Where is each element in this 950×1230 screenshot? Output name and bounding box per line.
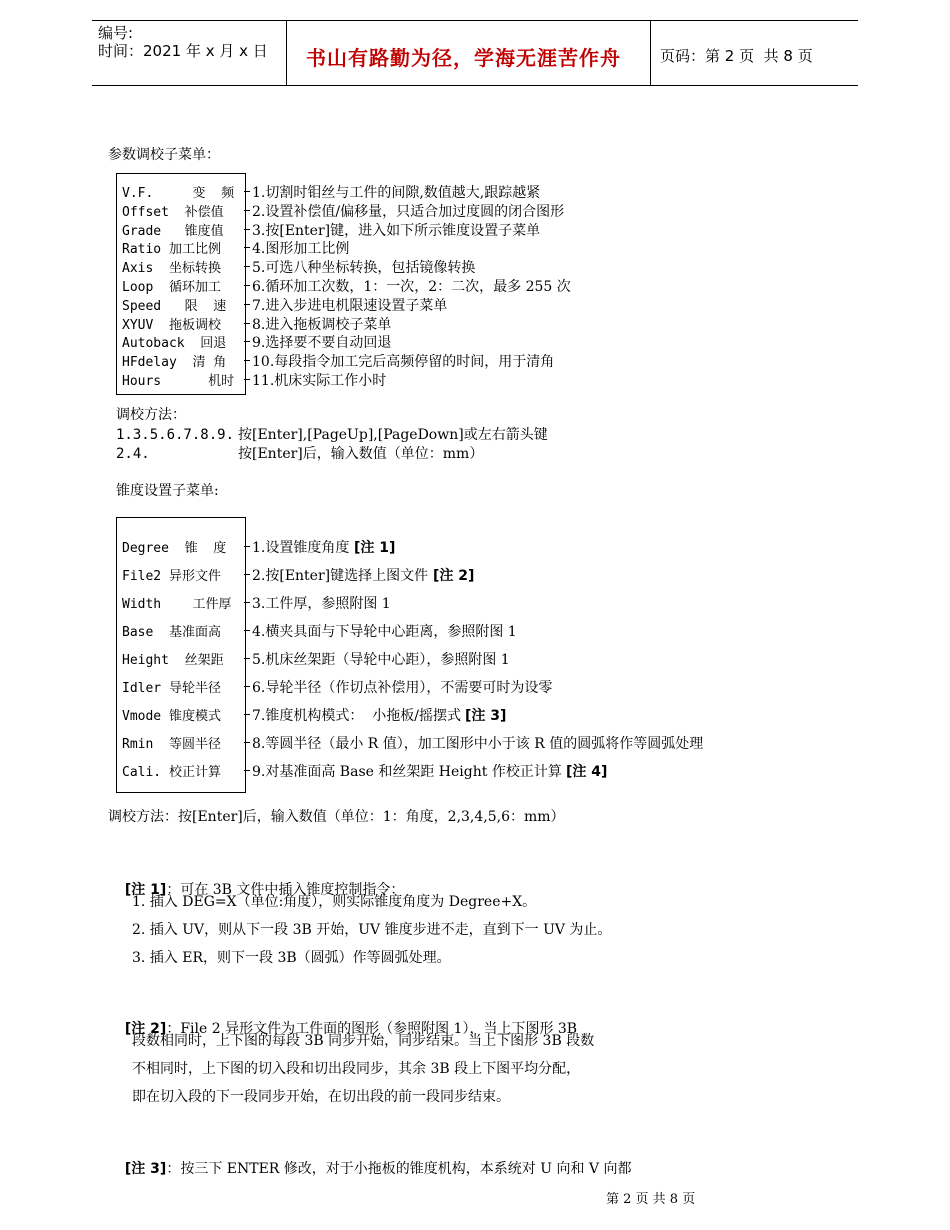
note2-line-2: 段数相同时，上下图的每段 3B 同步开始，同步结束。当上下图形 3B 段数 [132,1033,595,1049]
taper-menu-desc: 8.等圆半径（最小 R 值），加工图形中小于该 R 值的圆弧将作等圆弧处理 [252,736,704,752]
param-menu-desc: 8.进入拖板调校子菜单 [252,316,392,333]
param-menu-key: Hours 机时 [122,374,235,389]
header-top-rule [92,20,858,21]
param-menu-desc: 5.可选八种坐标转换，包括镜像转换 [252,260,476,277]
taper-menu-desc: 5.机床丝架距（导轮中心距），参照附图 1 [252,652,510,668]
page-label: 页码：第 2 页 共 8 页 [660,47,813,65]
param-menu-key: Speed 限 速 [122,298,227,314]
taper-menu-branch [244,742,250,743]
param-menu-key: Offset 补偿值 [122,204,224,220]
param-menu-branch [244,229,250,230]
taper-menu-desc: 7.锥度机构模式： 小拖板/摇摆式 [252,708,466,724]
param-menu-desc: 9.选择要不要自动回退 [252,335,392,352]
param-menu-key: Loop 循环加工 [122,280,221,295]
taper-menu-top-border [116,517,246,518]
note1-item-3: 3. 插入 ER，则下一段 3B（圆弧）作等圆弧处理。 [132,950,451,966]
param-menu-branch [244,360,250,361]
param-menu-desc: 2.设置补偿值/偏移量，只适合加过度圆的闭合图形 [252,203,565,220]
taper-menu-desc: 9.对基准面高 Base 和丝架距 Height 作校正计算 [252,764,567,780]
taper-menu-bottom-border [116,792,246,793]
header-bottom-rule [92,85,858,86]
note2-tag: [注 2] [124,1021,167,1037]
taper-menu-branch [244,686,250,687]
taper-menu-key: File2 异形文件 [122,569,221,584]
taper-menu-branch [244,658,250,659]
note2-line-1: ：File 2 异形文件为工件面的图形（参照附图 1），当上下图形 3B [166,1021,578,1037]
taper-menu-note-ref: [注 1] [354,540,396,556]
taper-menu-desc: 2.按[Enter]键选择上图文件 [252,568,433,584]
param-menu-desc: 10.每段指令加工完后高频停留的时间，用于清角 [252,354,555,371]
taper-menu-key: Rmin 等圆半径 [122,737,221,752]
note1-item-2: 2. 插入 UV，则从下一段 3B 开始，UV 锥度步进不走，直到下一 UV 为止。 [132,922,612,938]
param-menu-desc: 6.循环加工次数，1：一次，2：二次，最多 255 次 [252,279,571,295]
taper-menu-branch [244,630,250,631]
header-divider-right [650,20,651,86]
param-method-title: 调校方法： [116,407,186,423]
note1-item-1: 1. 插入 DEG=X（单位:角度），则实际锥度角度为 Degree+X。 [132,894,537,910]
taper-menu-left-border [116,517,117,793]
param-method-text-1: 按[Enter],[PageUp],[PageDown]或左右箭头键 [238,427,548,443]
note2-line-3: 不相同时，上下图的切入段和切出段同步，其余 3B 段上下图平均分配， [132,1061,581,1077]
note3 [116,1142,632,1178]
param-menu-top-border [116,173,246,174]
param-menu-desc: 4.图形加工比例 [252,241,350,258]
header-divider-left [286,20,287,86]
param-menu-left-border [116,173,117,395]
taper-menu-note-ref: [注 3] [465,708,507,724]
taper-menu-desc: 6.导轮半径（作切点补偿用），不需要可时为设零 [252,680,553,696]
param-menu-title: 参数调校子菜单： [108,147,220,163]
taper-menu-branch [244,714,250,715]
param-menu-key: V.F. 变 频 [122,186,235,201]
time-label: 时间：2021 年 x 月 x 日 [98,42,268,60]
note1-intro: ：可在 3B 文件中插入锥度控制指令： [166,882,405,898]
param-method-text-2: 按[Enter]后，输入数值（单位：mm） [238,446,484,462]
param-menu-desc: 1.切割时钼丝与工件的间隙,数值越大,跟踪越紧 [252,185,541,201]
taper-menu-desc: 1.设置锥度角度 [252,540,354,556]
motto: 书山有路勤为径，学海无涯苦作舟 [306,46,621,70]
param-menu-key: Autoback 回退 [122,336,227,352]
note3-tag: [注 3] [124,1161,167,1177]
taper-menu-note-ref: [注 2] [433,568,475,584]
param-menu-key: Axis 坐标转换 [122,261,221,277]
taper-menu-desc: 3.工件厚，参照附图 1 [252,596,391,612]
param-menu-branch [244,266,250,267]
taper-menu-desc: 4.横夹具面与下导轮中心距离，参照附图 1 [252,624,517,640]
param-menu-desc: 3.按[Enter]键，进入如下所示锥度设置子菜单 [252,222,541,239]
taper-menu-key: Vmode 锥度模式 [122,709,221,724]
param-menu-bottom-border [116,394,246,395]
param-menu-right-border [245,173,246,395]
taper-menu-note-ref: [注 4] [566,764,608,780]
param-menu-branch [244,247,250,248]
param-menu-branch [244,191,250,192]
param-menu-branch [244,341,250,342]
taper-menu-branch [244,602,250,603]
taper-menu-key: Degree 锥 度 [122,541,227,556]
taper-menu-key: Idler 导轮半径 [122,681,221,696]
note3-line: ：按三下 ENTER 修改，对于小拖板的锥度机构，本系统对 U 向和 V 向都 [166,1161,632,1177]
param-method-keys-1: 1.3.5.6.7.8.9. [116,427,235,443]
param-menu-key: Ratio 加工比例 [122,242,221,258]
taper-menu-branch [244,574,250,575]
taper-menu-branch [244,770,250,771]
param-menu-branch [244,379,250,380]
param-menu-key: HFdelay 清 角 [122,355,227,371]
param-menu-desc: 7.进入步进电机限速设置子菜单 [252,297,448,314]
taper-menu-right-border [245,517,246,793]
note2-line-4: 即在切入段的下一段同步开始，在切出段的前一段同步结束。 [132,1089,510,1105]
param-menu-key: Grade 锥度值 [122,223,224,239]
param-menu-desc: 11.机床实际工作小时 [252,373,387,389]
taper-menu-key: Cali. 校正计算 [122,765,221,780]
param-method-keys-2: 2.4. [116,446,150,462]
taper-menu-title: 锥度设置子菜单: [116,483,219,499]
param-menu-key: XYUV 拖板调校 [122,317,221,333]
page-footer: 第 2 页 共 8 页 [606,1192,696,1207]
taper-menu-key: Base 基准面高 [122,625,221,640]
taper-menu-key: Height 丝架距 [122,653,224,668]
param-menu-branch [244,304,250,305]
taper-menu-branch [244,546,250,547]
number-label: 编号: [98,24,134,42]
taper-method: 调校方法：按[Enter]后，输入数值（单位：1：角度，2,3,4,5,6：mm） [108,809,565,825]
param-menu-branch [244,323,250,324]
param-menu-branch [244,285,250,286]
param-menu-branch [244,210,250,211]
taper-menu-key: Width 工件厚 [122,597,232,612]
note1-tag: [注 1] [124,882,167,898]
